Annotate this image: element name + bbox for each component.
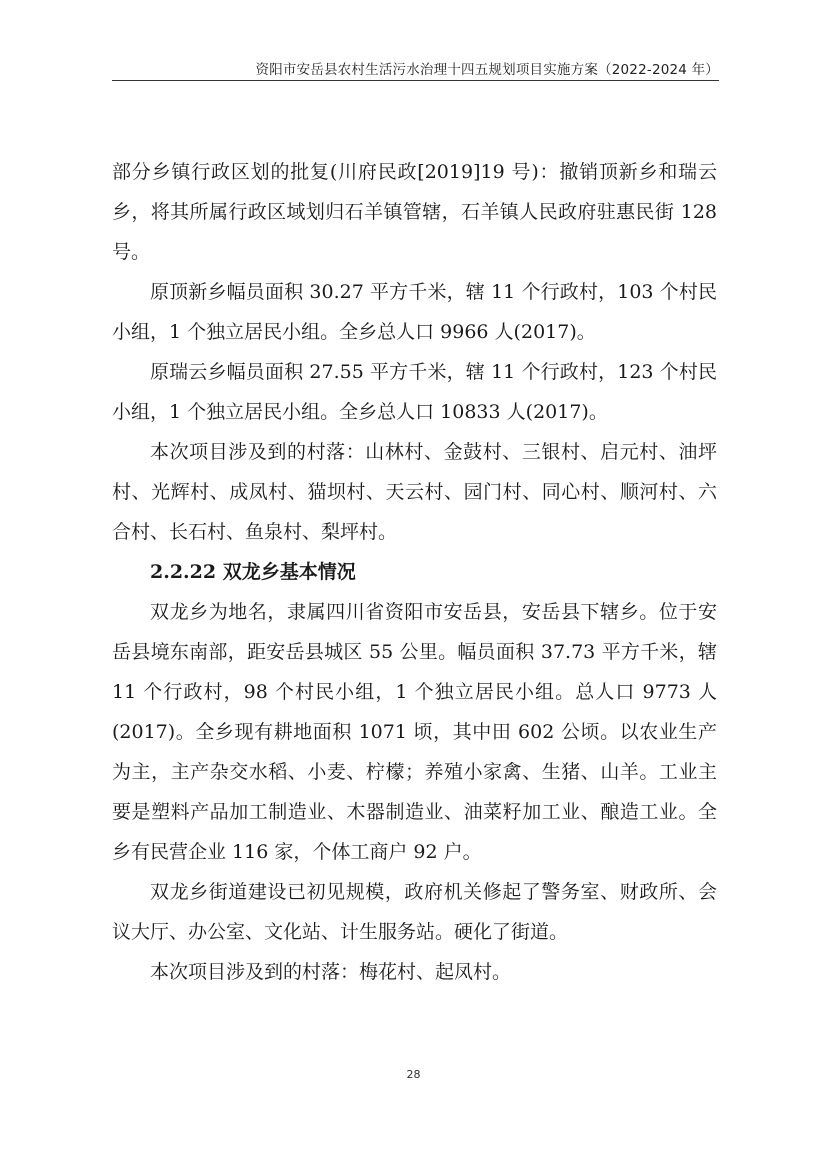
body-paragraph: 本次项目涉及到的村落：梅花村、起凤村。 [150, 961, 512, 983]
header-divider [112, 80, 719, 81]
page-number: 28 [406, 1068, 421, 1081]
document-body [112, 152, 717, 992]
body-paragraph: 原顶新乡幅员面积 30.27 平方千米，辖 11 个行政村，103 个村民小组，1 个独立居民小组。全乡总人口 9966 人(2017)。 [112, 281, 717, 343]
running-header: 资阳市安岳县农村生活污水治理十四五规划项目实施方案（2022-2024 年） [255, 62, 719, 78]
body-paragraph: 双龙乡街道建设已初见规模，政府机关修起了警务室、财政所、会议大厅、办公室、文化站、计生服务站。硬化了街道。 [112, 881, 717, 943]
body-paragraph: 本次项目涉及到的村落：山林村、金鼓村、三银村、启元村、油坪村、光辉村、成凤村、猫坝村、天云村、园门村、同心村、顺河村、六合村、长石村、鱼泉村、梨坪村。 [112, 441, 717, 543]
body-paragraph: 双龙乡为地名，隶属四川省资阳市安岳县，安岳县下辖乡。位于安岳县境东南部，距安岳县城区 55 公里。幅员面积 37.73 平方千米，辖 11 个行政村，98 个村民小组，1 个独立居民小组。总人口 9773 人(2017)。全乡现有耕地面积 1071 顷，其中田 602 公顷。以农业生产为主，主产杂交水稻、小麦、柠檬；养殖小家禽、生猪、山羊。工业主要是塑料产品加工制造业、木器制造业、油菜籽加工业、酿造工业。全乡有民营企业 116 家，个体工商户 92 户。 [112, 601, 717, 863]
body-paragraph: 原瑞云乡幅员面积 27.55 平方千米，辖 11 个行政村，123 个村民小组，1 个独立居民小组。全乡总人口 10833 人(2017)。 [112, 361, 717, 423]
section-heading: 2.2.22 双龙乡基本情况 [150, 561, 356, 583]
body-paragraph: 部分乡镇行政区划的批复(川府民政[2019]19 号)：撤销顶新乡和瑞云乡，将其所属行政区域划归石羊镇管辖，石羊镇人民政府驻惠民街 128 号。 [112, 161, 717, 263]
